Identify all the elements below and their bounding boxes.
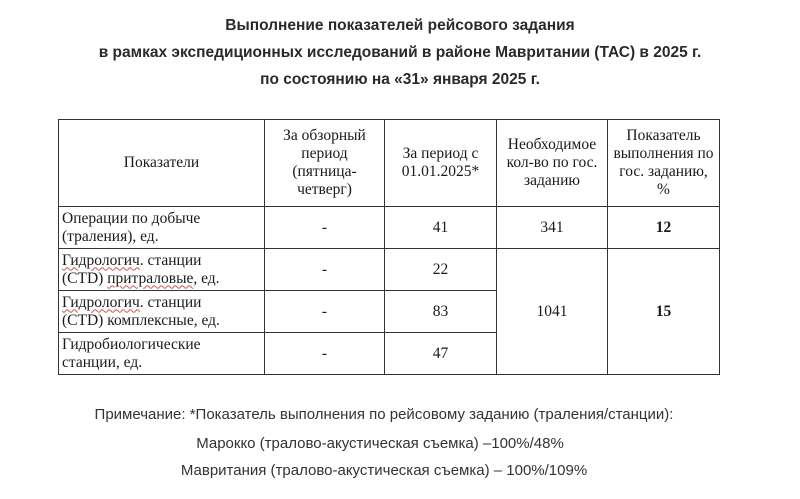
row-label-text: . станции <box>139 293 202 311</box>
row-label <box>59 291 265 333</box>
cell-review: - <box>265 333 385 375</box>
cell-required: 341 <box>497 207 608 249</box>
note-line-3: Мавритания (тралово-акустическая съемка) – 100%/109% <box>180 462 588 479</box>
cell-percent: 12 <box>608 207 720 249</box>
row-label-line-2: (CTD) комплексные, ед. <box>62 311 220 329</box>
header-required: Необходимое кол-во по гос. заданию <box>497 120 608 207</box>
cell-required-merged: 1041 <box>497 249 608 375</box>
cell-review: - <box>265 291 385 333</box>
header-review-period: За обзорный период (пятница-четверг) <box>265 120 385 207</box>
table-row <box>59 207 720 249</box>
header-since-period: За период с 01.01.2025* <box>385 120 497 207</box>
spellcheck-word: Гидрологич <box>62 293 140 311</box>
row-label <box>59 249 265 291</box>
row-label-line-2: станции, ед. <box>62 353 143 371</box>
row-label-line-1: Гидробиологические <box>62 335 201 353</box>
cell-since: 22 <box>385 249 497 291</box>
row-label-text: (CTD) <box>62 269 108 287</box>
cell-since: 83 <box>385 291 497 333</box>
title-line-2: в рамках экспедиционных исследований в районе Мавритании (ТАС) в 2025 г. <box>98 44 702 61</box>
title-line-3: по состоянию на «31» января 2025 г. <box>260 71 540 88</box>
cell-since: 41 <box>385 207 497 249</box>
note-line-1: Примечание: *Показатель выполнения по рейсовому заданию (траления/станции): <box>94 406 674 423</box>
row-label-text: , ед. <box>193 269 220 287</box>
row-label-line-2: (траления), ед. <box>62 227 159 245</box>
report-title <box>0 12 800 93</box>
indicators-table <box>58 119 720 375</box>
row-label <box>59 207 265 249</box>
row-label-text: . станции <box>139 251 202 269</box>
cell-since: 47 <box>385 333 497 375</box>
header-percent: Показатель выполнения по гос. заданию, % <box>608 120 720 207</box>
cell-percent-merged: 15 <box>608 249 720 375</box>
spellcheck-word: Гидрологич <box>62 251 140 269</box>
row-label <box>59 333 265 375</box>
table-row <box>59 249 720 291</box>
spellcheck-word: притраловые <box>107 269 194 287</box>
note-line-2: Марокко (тралово-акустическая съемка) –100%/48% <box>196 435 564 452</box>
table-header-row <box>59 120 720 207</box>
header-indicator: Показатели <box>59 120 265 207</box>
cell-review: - <box>265 249 385 291</box>
title-line-1: Выполнение показателей рейсового задания <box>225 17 575 34</box>
cell-review: - <box>265 207 385 249</box>
row-label-line-1: Операции по добыче <box>62 209 201 227</box>
